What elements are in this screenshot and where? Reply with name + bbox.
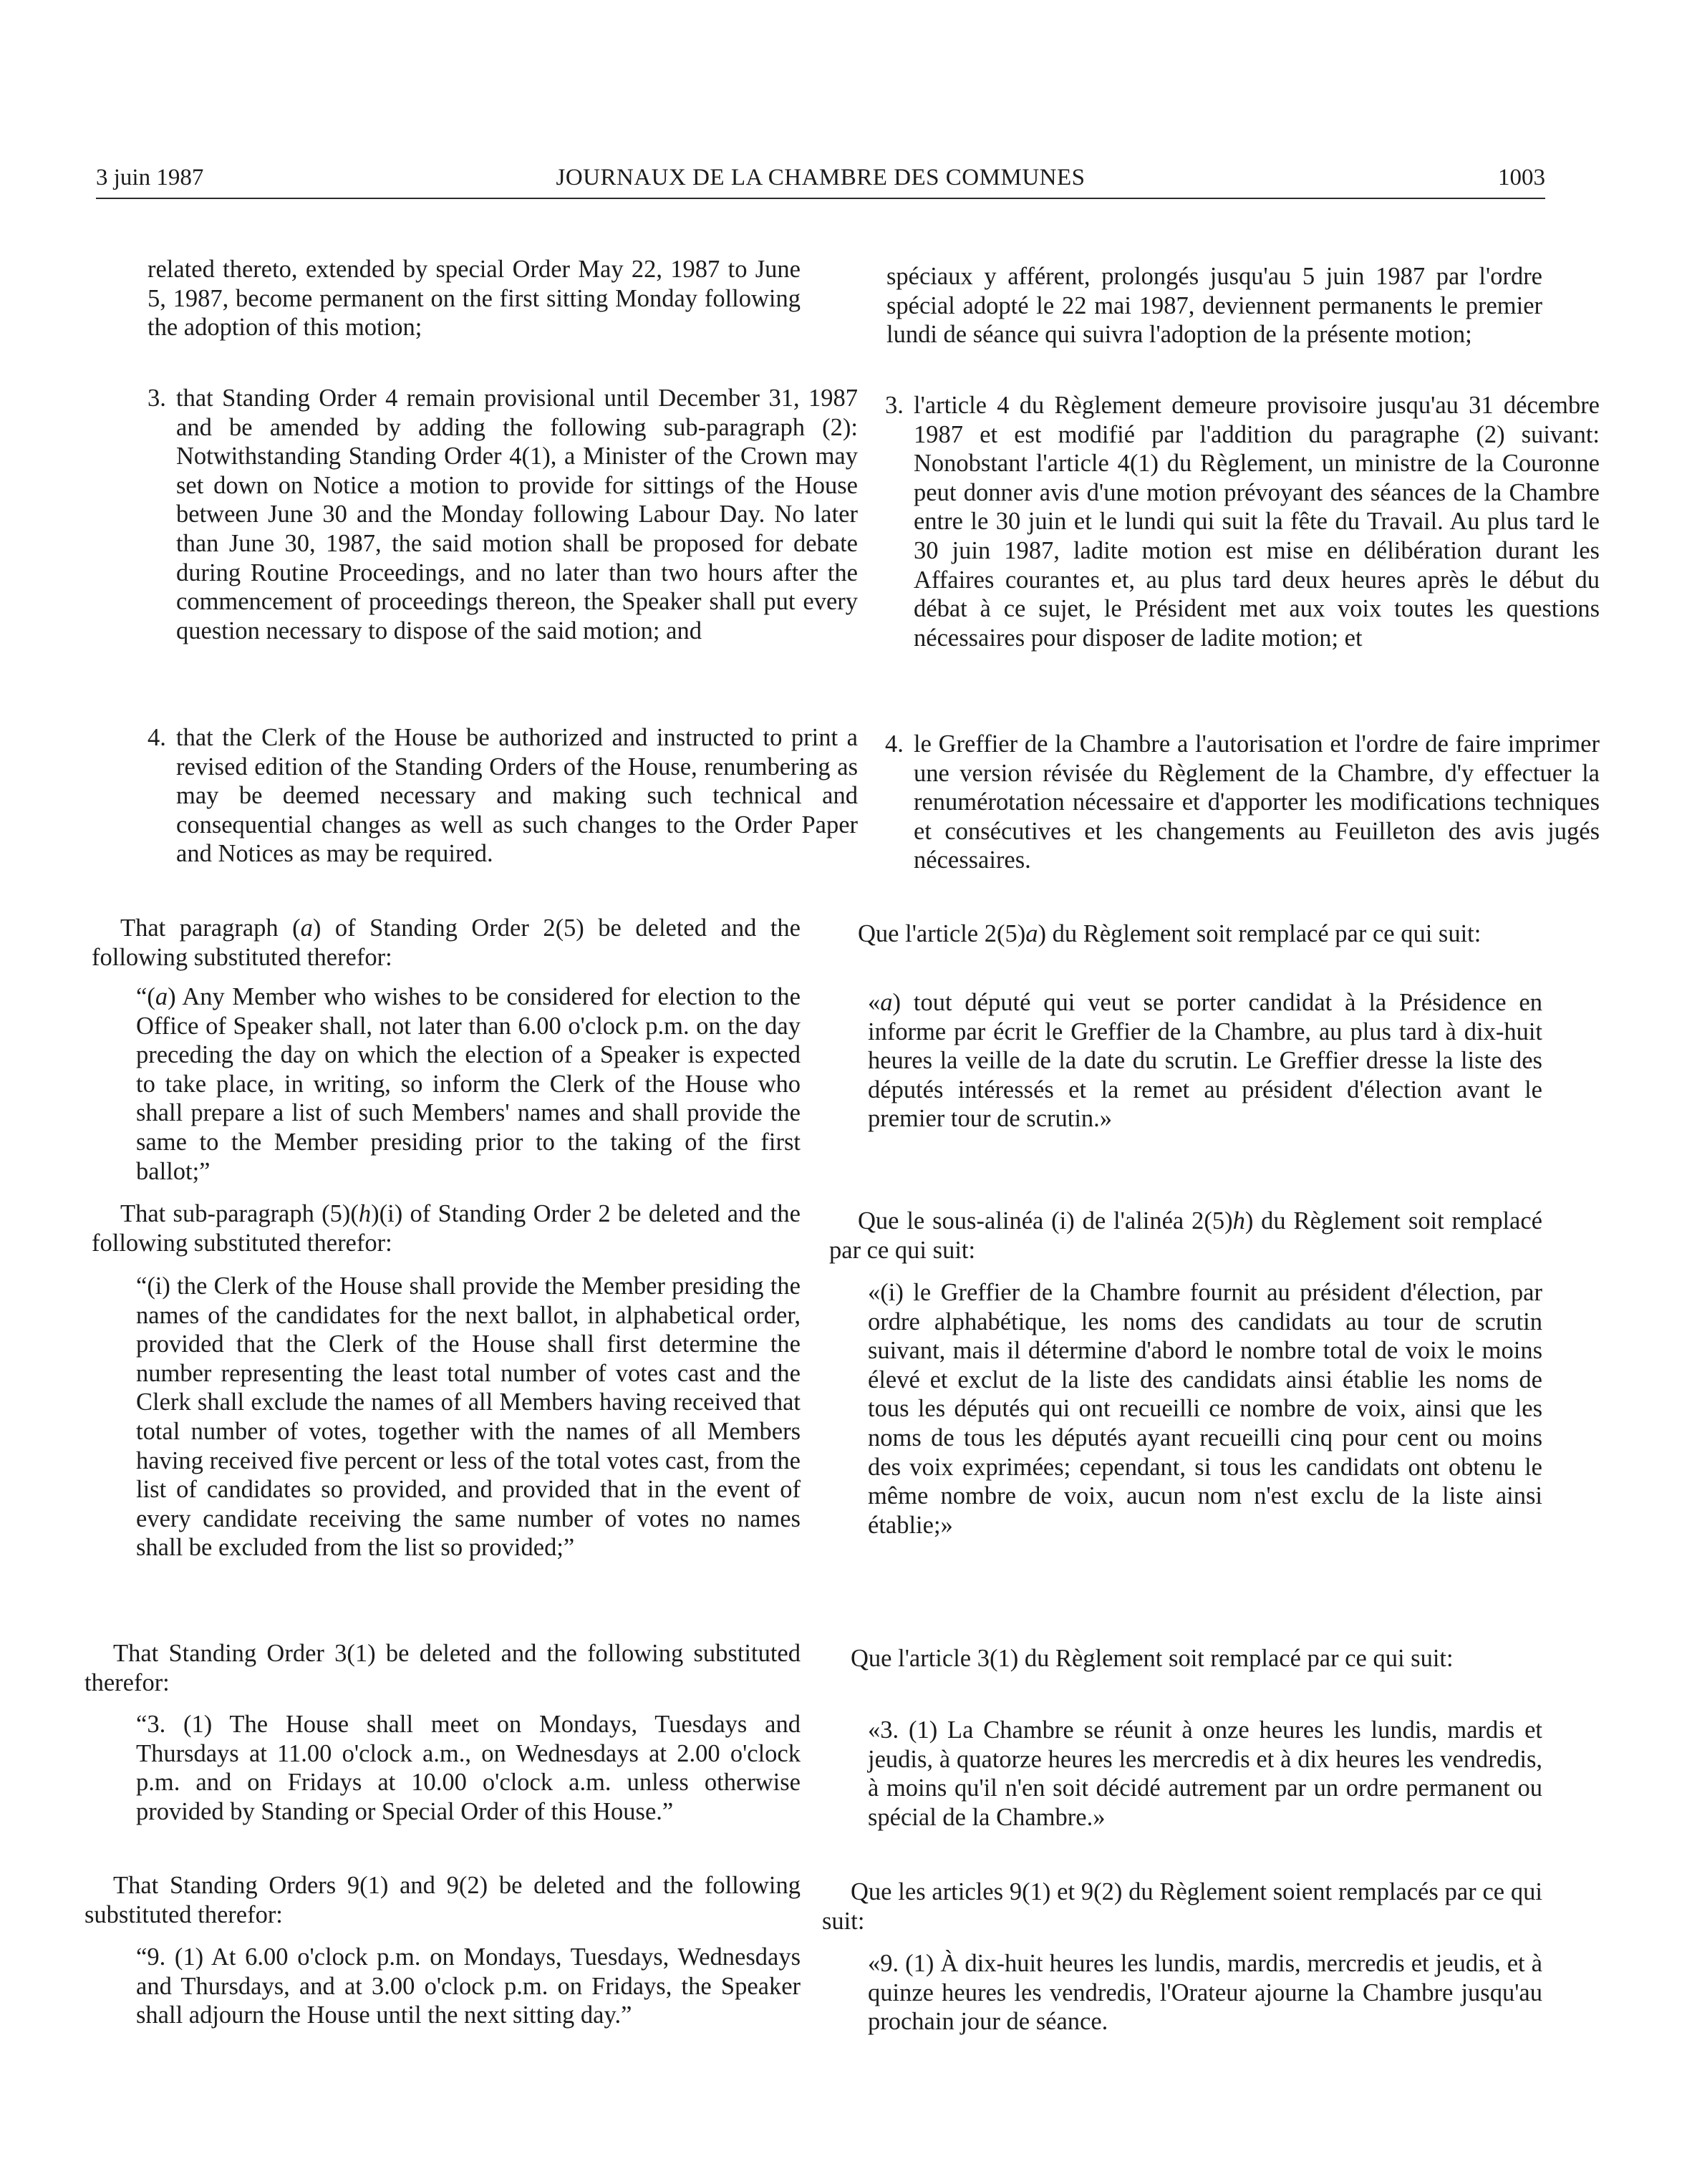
fr-q1-italic: a xyxy=(880,989,893,1016)
fr-p1-after: ) du Règlement soit remplacé par ce qui suit: xyxy=(1038,920,1481,947)
en-q1-italic: a xyxy=(155,983,168,1010)
fr-p2-italic: h xyxy=(1232,1207,1245,1234)
header-date: 3 juin 1987 xyxy=(96,165,204,190)
en-item-4-text: that the Clerk of the House be authorized and instructed to print a revised edition of the Standing Orders of the House, renumbering as may be deemed necessary and making such technical and consequential changes as well as such changes to the Order Paper and Notices as may be required. xyxy=(176,724,858,868)
en-motion-paragraph-2-5-h-i xyxy=(92,1199,801,1257)
fr-quoted-text-2-5-h-i: «(i) le Greffier de la Chambre fournit au président d'élection, par ordre alphabétique, les noms des candidats au tour de scrutin suivant, mais il détermine d'abord le nombre total de voix le moins élevé et exclut de la liste des candidats ainsi établie les noms de tous les députés qui ont recueilli ce nombre de voix, ainsi que les noms de tous les députés ayant recueilli cinq pour cent ou moins des voix exprimées; cependant, si tous les candidats ont obtenu le même nombre de voix, aucun nom n'est exclu de la liste ainsi établie;» xyxy=(868,1279,1542,1539)
en-motion-paragraph-9: That Standing Orders 9(1) and 9(2) be deleted and the following substituted therefor: xyxy=(84,1872,801,1928)
en-quoted-text-9: “9. (1) At 6.00 o'clock p.m. on Mondays, Tuesdays, Wednesdays and Thursdays, and at 3.00 o'clock p.m. on Fridays, the Speaker shall adjourn the House until the next sitting day.” xyxy=(136,1943,801,2029)
fr-continuation-paragraph: spéciaux y afférent, prolongés jusqu'au 5 juin 1987 par l'ordre spécial adopté le 22 mai 1987, deviennent permanents le premier lundi de séance qui suivra l'adoption de la présente motion; xyxy=(886,263,1542,349)
fr-motion-paragraph-9: Que les articles 9(1) et 9(2) du Règlement soient remplacés par ce qui suit: xyxy=(822,1878,1542,1935)
fr-motion-paragraph-2-5-a xyxy=(829,919,1542,949)
en-p1-before: That paragraph ( xyxy=(120,914,301,942)
en-p2-italic: h xyxy=(358,1200,372,1227)
en-list-item-4 xyxy=(119,723,858,869)
page-number: 1003 xyxy=(1498,165,1545,190)
fr-list-item-3 xyxy=(856,391,1600,652)
fr-q1-after: ) tout député qui veut se porter candidat à la Présidence en informe par écrit le Greffier de la Chambre, au plus tard à dix-huit heures la veille de la date du scrutin. Le Greffier dresse la liste des députés intéressés et la remet au président d'élection avant le premier tour de scrutin.» xyxy=(868,989,1542,1133)
en-list-item-3 xyxy=(119,384,858,645)
fr-item-4-number: 4. xyxy=(885,730,904,758)
fr-item-3-number: 3. xyxy=(885,392,904,419)
en-quoted-text-2-5-a xyxy=(136,982,801,1186)
en-item-3-text: that Standing Order 4 remain provisional until December 31, 1987 and be amended by adding the following sub-paragraph (2): Notwithstanding Standing Order 4(1), a Minister of the Crown may set down on Notice a motion to provide for sittings of the House between June 30 and the Monday following Labour Day. No later than June 30, 1987, the said motion shall be proposed for debate during Routine Proceedings, and no later than two hours after the commencement of proceedings thereon, the Speaker shall put every question necessary to dispose of the said motion; and xyxy=(176,385,858,644)
fr-quoted-text-2-5-a xyxy=(868,988,1542,1134)
en-continuation-paragraph: related thereto, extended by special Order May 22, 1987 to June 5, 1987, become permanent on the first sitting Monday following the adoption of this motion; xyxy=(148,256,801,342)
fr-item-3-text: l'article 4 du Règlement demeure provisoire jusqu'au 31 décembre 1987 et est modifié par l'addition du paragraphe (2) suivant: Nonobstant l'article 4(1) du Règlement, un ministre de la Couronne peut donner avis d'une motion prévoyant des séances de la Chambre entre le 30 juin et le lundi qui suit la fête du Travail. Au plus tard le 30 juin 1987, ladite motion est mise en délibération durant les Affaires courantes et, au plus tard deux heures après le début du débat à ce sujet, le Président met aux voix toutes les questions nécessaires pour disposer de ladite motion; et xyxy=(914,392,1600,652)
en-quoted-text-2-5-h-i: “(i) the Clerk of the House shall provide the Member presiding the names of the candidates for the next ballot, in alphabetical order, provided that the Clerk of the House shall first determine the number representing the least total number of votes cast and the Clerk shall exclude the names of all Members having received that total number of votes, together with the names of all Members having received five percent or less of the total votes cast, from the list of candidates so provided, and provided that in the event of every candidate receiving the same number of votes no names shall be excluded from the list so provided;” xyxy=(136,1272,801,1562)
fr-p2-after: ) du Règlement soit remplacé par ce qui suit: xyxy=(829,1207,1542,1264)
en-motion-paragraph-2-5-a xyxy=(92,914,801,972)
fr-q1-before: « xyxy=(868,989,881,1016)
en-p2-before: That sub-paragraph (5)( xyxy=(120,1200,359,1227)
en-motion-paragraph-3-1: That Standing Order 3(1) be deleted and the following substituted therefor: xyxy=(84,1640,801,1696)
fr-quoted-text-9: «9. (1) À dix-huit heures les lundis, mardis, mercredis et jeudis, et à quinze heures les vendredis, l'Orateur ajourne la Chambre jusqu'au prochain jour de séance. xyxy=(868,1950,1542,2036)
page-header xyxy=(96,163,1545,199)
fr-p1-before: Que l'article 2(5) xyxy=(858,920,1026,947)
fr-list-item-4 xyxy=(856,730,1600,875)
en-quoted-text-3-1: “3. (1) The House shall meet on Mondays, Tuesdays and Thursdays at 11.00 o'clock a.m., on Wednesdays at 2.00 o'clock p.m. and on Fridays at 10.00 o'clock a.m. unless otherwise provided by Standing or Special Order of this House.” xyxy=(136,1711,801,1825)
en-q1-after: ) Any Member who wishes to be considered for election to the Office of Speaker shall, not later than 6.00 o'clock p.m. on the day preceding the day on which the election of a Speaker is expected to take place, in writing, so inform the Clerk of the House who shall prepare a list of such Members' names and shall provide the same to the Member presiding prior to the taking of the first ballot;” xyxy=(136,983,801,1185)
en-p2-after: )(i) of Standing Order 2 be deleted and the following substituted therefor: xyxy=(92,1200,801,1257)
en-item-3-number: 3. xyxy=(148,385,166,412)
fr-p1-italic: a xyxy=(1025,920,1038,947)
fr-p2-before: Que le sous-alinéa (i) de l'alinéa 2(5) xyxy=(858,1207,1233,1234)
fr-motion-paragraph-3-1: Que l'article 3(1) du Règlement soit remplacé par ce qui suit: xyxy=(851,1645,1454,1672)
en-p1-italic: a xyxy=(300,914,313,942)
fr-quoted-text-3-1: «3. (1) La Chambre se réunit à onze heures les lundis, mardis et jeudis, à quatorze heures les mercredis et à dix heures les vendredis, à moins qu'il n'en soit décidé autrement par un ordre permanent ou spécial de la Chambre.» xyxy=(868,1716,1542,1831)
header-title: JOURNAUX DE LA CHAMBRE DES COMMUNES xyxy=(556,165,1086,190)
fr-item-4-text: le Greffier de la Chambre a l'autorisation et l'ordre de faire imprimer une version révisée du Règlement de la Chambre, d'y effectuer la renumérotation nécessaire et d'apporter les modifications techniques et consécutives et les changements au Feuilleton des avis jugés nécessaires. xyxy=(914,730,1600,874)
en-p1-after: ) of Standing Order 2(5) be deleted and the following substituted therefor: xyxy=(92,914,801,971)
fr-motion-paragraph-2-5-h-i xyxy=(829,1207,1542,1265)
en-item-4-number: 4. xyxy=(148,724,166,751)
en-q1-before: “( xyxy=(136,983,155,1010)
